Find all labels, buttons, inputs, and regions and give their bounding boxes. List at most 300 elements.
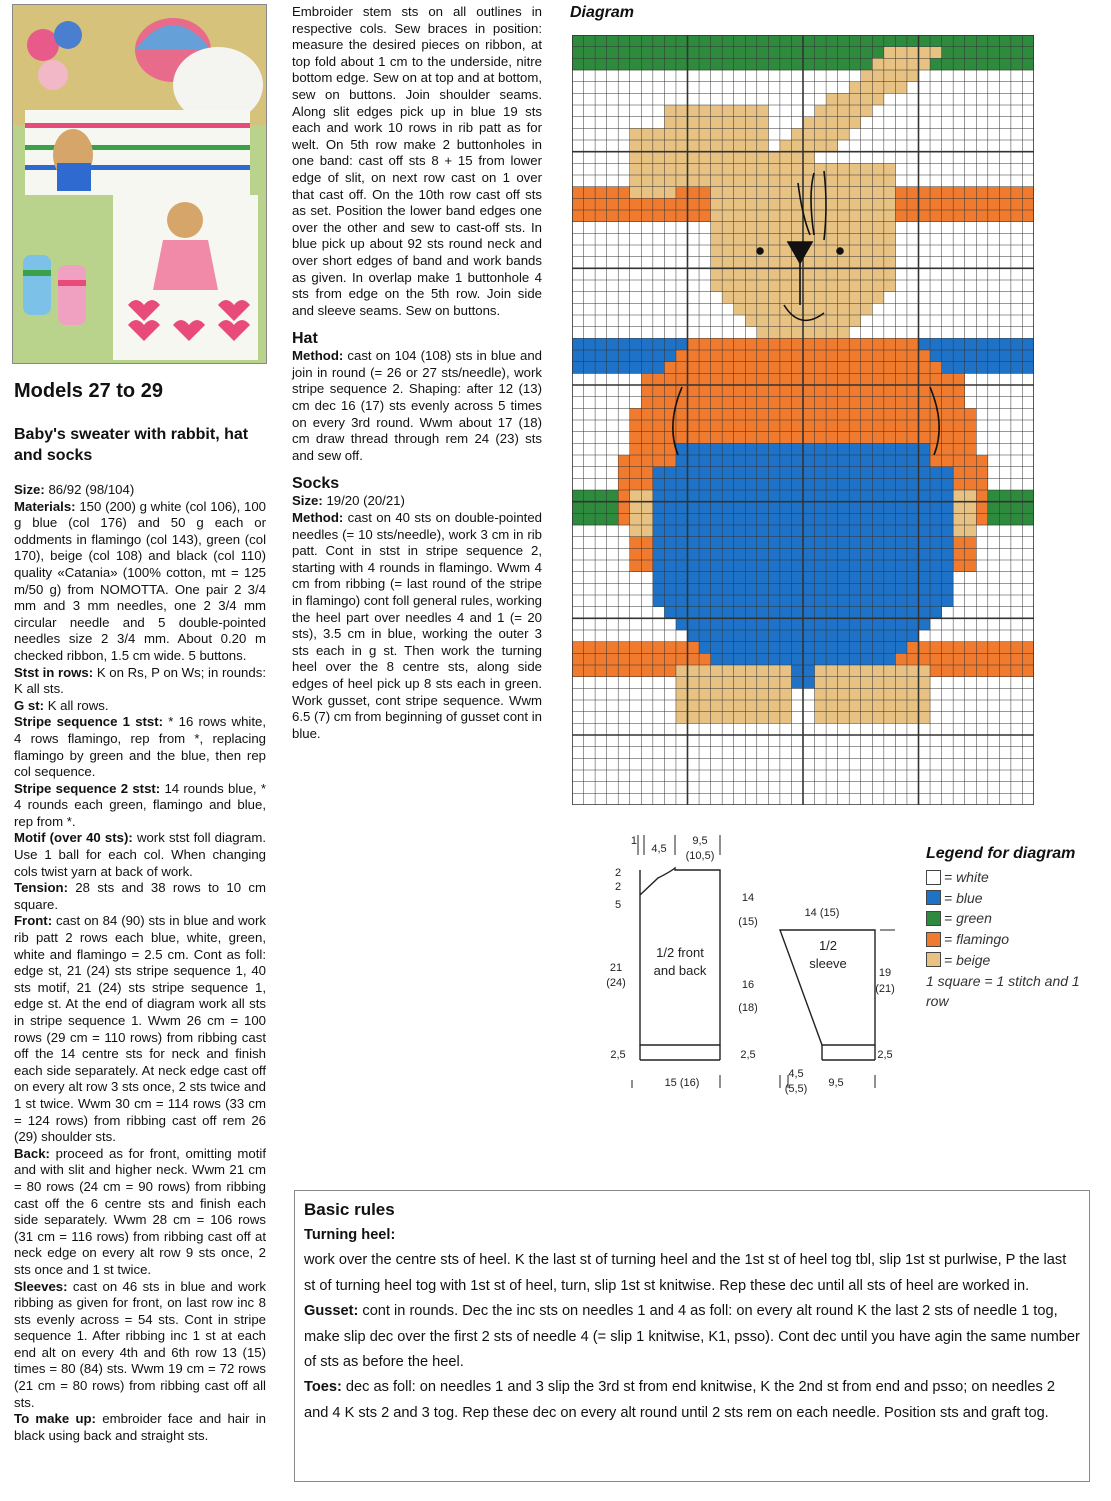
chart-cell [861, 362, 873, 374]
chart-cell [607, 350, 619, 362]
chart-cell [791, 455, 803, 467]
chart-cell [895, 210, 907, 222]
chart-cell [861, 560, 873, 572]
chart-cell [699, 152, 711, 164]
chart-cell [768, 210, 780, 222]
chart-cell [826, 58, 838, 70]
chart-cell [618, 338, 630, 350]
para-stripe-2: Stripe sequence 2 stst: 14 rounds blue, * 4 rounds each green, flamingo and blue, rep from *. [14, 780, 266, 829]
chart-cell [907, 653, 919, 665]
chart-cell [572, 490, 584, 502]
chart-cell [791, 303, 803, 315]
chart-cell [676, 432, 688, 444]
chart-cell [780, 362, 792, 374]
chart-cell [861, 490, 873, 502]
chart-cell [745, 572, 757, 584]
chart-cell [618, 187, 630, 199]
chart-cell [676, 455, 688, 467]
chart-cell [884, 222, 896, 234]
chart-cell [930, 373, 942, 385]
chart-cell [722, 397, 734, 409]
chart-cell [791, 292, 803, 304]
chart-cell [688, 350, 700, 362]
chart-cell [722, 128, 734, 140]
dim-right-18: (18) [738, 1002, 758, 1014]
chart-cell [849, 478, 861, 490]
chart-cell [826, 327, 838, 339]
chart-cell [676, 187, 688, 199]
chart-cell [745, 292, 757, 304]
chart-cell [688, 513, 700, 525]
chart-cell [815, 105, 827, 117]
page-subtitle: Baby's sweater with rabbit, hat and socks [14, 426, 249, 464]
chart-cell [895, 187, 907, 199]
chart-cell [907, 583, 919, 595]
chart-cell [653, 420, 665, 432]
chart-cell [757, 362, 769, 374]
chart-cell [942, 513, 954, 525]
chart-cell [884, 665, 896, 677]
chart-cell [953, 210, 965, 222]
chart-cell [572, 187, 584, 199]
chart-cell [734, 607, 746, 619]
chart-cell [664, 467, 676, 479]
chart-cell [930, 47, 942, 59]
chart-cell [780, 268, 792, 280]
chart-cell [711, 467, 723, 479]
chart-cell [872, 93, 884, 105]
chart-cell [630, 432, 642, 444]
chart-cell [895, 478, 907, 490]
chart-cell [734, 467, 746, 479]
chart-cell [711, 280, 723, 292]
chart-cell [965, 653, 977, 665]
chart-cell [826, 175, 838, 187]
chart-cell [780, 47, 792, 59]
chart-cell [757, 315, 769, 327]
chart-cell [942, 595, 954, 607]
chart-cell [872, 443, 884, 455]
chart-cell [861, 163, 873, 175]
chart-cell [595, 502, 607, 514]
chart-cell [861, 222, 873, 234]
chart-cell [653, 128, 665, 140]
chart-cell [803, 607, 815, 619]
chart-cell [895, 397, 907, 409]
chart-cell [988, 35, 1000, 47]
chart-cell [745, 490, 757, 502]
chart-cell [838, 128, 850, 140]
chart-cell [688, 677, 700, 689]
chart-cell [722, 245, 734, 257]
chart-cell [907, 677, 919, 689]
chart-cell [630, 350, 642, 362]
chart-cell [919, 47, 931, 59]
chart-cell [965, 502, 977, 514]
chart-cell [780, 630, 792, 642]
chart-cell [999, 513, 1011, 525]
chart-cell [791, 618, 803, 630]
chart-cell [734, 175, 746, 187]
legend-swatch [926, 932, 941, 947]
chart-cell [1022, 642, 1034, 654]
chart-cell [838, 653, 850, 665]
chart-cell [595, 58, 607, 70]
chart-cell [803, 47, 815, 59]
chart-cell [780, 443, 792, 455]
chart-cell [942, 397, 954, 409]
chart-cell [965, 408, 977, 420]
chart-cell [630, 338, 642, 350]
chart-cell [965, 187, 977, 199]
chart-cell [838, 350, 850, 362]
chart-cell [630, 525, 642, 537]
chart-cell [988, 653, 1000, 665]
chart-cell [734, 303, 746, 315]
chart-cell [872, 595, 884, 607]
chart-cell [791, 128, 803, 140]
chart-cell [595, 513, 607, 525]
chart-cell [641, 47, 653, 59]
chart-cell [930, 607, 942, 619]
chart-cell [826, 502, 838, 514]
chart-cell [630, 210, 642, 222]
chart-cell [919, 525, 931, 537]
chart-cell [838, 163, 850, 175]
chart-cell [607, 210, 619, 222]
chart-cell [942, 572, 954, 584]
chart-cell [676, 420, 688, 432]
chart-cell [826, 665, 838, 677]
schematic-labels [606, 835, 895, 1095]
chart-cell [791, 373, 803, 385]
chart-cell [803, 677, 815, 689]
chart-cell [803, 140, 815, 152]
chart-cell [699, 642, 711, 654]
chart-cell [826, 128, 838, 140]
chart-cell [861, 47, 873, 59]
chart-cell [872, 210, 884, 222]
chart-cell [942, 467, 954, 479]
chart-cell [757, 152, 769, 164]
chart-cell [780, 292, 792, 304]
chart-cell [630, 140, 642, 152]
chart-cell [664, 653, 676, 665]
chart-cell [722, 607, 734, 619]
chart-cell [734, 338, 746, 350]
chart-cell [988, 47, 1000, 59]
chart-cell [688, 525, 700, 537]
chart-cell [630, 548, 642, 560]
chart-cell [976, 665, 988, 677]
chart-cell [884, 677, 896, 689]
chart-cell [791, 268, 803, 280]
chart-cell [815, 548, 827, 560]
chart-cell [895, 572, 907, 584]
chart-cell [872, 233, 884, 245]
chart-cell [607, 502, 619, 514]
chart-cell [999, 210, 1011, 222]
chart-cell [826, 560, 838, 572]
chart-cell [584, 198, 596, 210]
dim-left-25: 2,5 [610, 1049, 626, 1061]
chart-cell [884, 268, 896, 280]
chart-cell [838, 502, 850, 514]
chart-cell [930, 467, 942, 479]
chart-cell [641, 455, 653, 467]
chart-cell [745, 478, 757, 490]
chart-cell [1022, 338, 1034, 350]
chart-cell [722, 373, 734, 385]
chart-cell [676, 35, 688, 47]
chart-cell [757, 222, 769, 234]
chart-cell [745, 688, 757, 700]
chart-cell [745, 140, 757, 152]
chart-cell [872, 420, 884, 432]
chart-cell [791, 513, 803, 525]
chart-cell [699, 630, 711, 642]
chart-cell [861, 408, 873, 420]
chart-cell [653, 502, 665, 514]
chart-cell [849, 350, 861, 362]
chart-cell [768, 642, 780, 654]
chart-cell [745, 268, 757, 280]
chart-cell [884, 408, 896, 420]
chart-cell [803, 490, 815, 502]
chart-cell [838, 338, 850, 350]
chart-cell [872, 653, 884, 665]
chart-cell [699, 677, 711, 689]
chart-cell [572, 58, 584, 70]
chart-cell [838, 677, 850, 689]
chart-cell [757, 233, 769, 245]
chart-cell [699, 198, 711, 210]
chart-cell [872, 58, 884, 70]
chart-cell [849, 245, 861, 257]
chart-cell [745, 525, 757, 537]
chart-cell [872, 467, 884, 479]
chart-cell [872, 70, 884, 82]
chart-cell [676, 210, 688, 222]
chart-cell [849, 198, 861, 210]
chart-cell [849, 572, 861, 584]
chart-cell [815, 117, 827, 129]
chart-cell [953, 47, 965, 59]
chart-cell [849, 105, 861, 117]
chart-cell [688, 478, 700, 490]
chart-cell [942, 478, 954, 490]
chart-cell [942, 350, 954, 362]
chart-cell [919, 583, 931, 595]
chart-cell [919, 688, 931, 700]
chart-cell [722, 478, 734, 490]
chart-cell [965, 443, 977, 455]
chart-cell [768, 572, 780, 584]
chart-cell [849, 525, 861, 537]
chart-cell [988, 187, 1000, 199]
chart-cell [757, 607, 769, 619]
chart-cell [641, 642, 653, 654]
chart-cell [734, 455, 746, 467]
chart-cell [953, 467, 965, 479]
chart-cell [907, 70, 919, 82]
chart-cell [630, 47, 642, 59]
knitting-chart [572, 35, 1034, 805]
chart-grid [572, 35, 1034, 805]
chart-cell [780, 502, 792, 514]
chart-cell [734, 362, 746, 374]
chart-cell [815, 373, 827, 385]
chart-cell [768, 327, 780, 339]
chart-cell [1011, 362, 1023, 374]
chart-cell [803, 572, 815, 584]
chart-cell [803, 653, 815, 665]
chart-cell [838, 455, 850, 467]
chart-cell [791, 47, 803, 59]
chart-cell [607, 665, 619, 677]
chart-cell [699, 455, 711, 467]
chart-cell [630, 560, 642, 572]
chart-cell [826, 210, 838, 222]
chart-cell [699, 210, 711, 222]
rules-gusset: Gusset: cont in rounds. Dec the inc sts on needles 1 and 4 as foll: on every alt round K the last 2 sts of needle 1 tog, make slip dec over the first 2 sts of needle 4 (= slip 1 knitwise, K1, psso). Cont dec until you have agin the same number of sts as before the heel. [304, 1303, 1080, 1371]
chart-cell [953, 525, 965, 537]
para-back: Back: proceed as for front, omitting motif and with slit and higher neck. Wwm 21 cm = 80 rows (24 cm = 90 rows) from ribbing cast off the 6 centre sts and finish each side separately. Wwm 28 cm = 106 rows (31 cm = 116 rows) from ribbing cast off at neck edge on every alt row 9 sts once, 2 sts once and 1 st twice. [14, 1145, 266, 1277]
chart-cell [757, 58, 769, 70]
chart-cell [711, 548, 723, 560]
chart-cell [826, 478, 838, 490]
chart-cell [826, 642, 838, 654]
para-make-up: To make up: embroider face and hair in black using back and straight sts. [14, 1411, 266, 1443]
chart-cell [826, 268, 838, 280]
basic-rules-box [294, 1190, 1090, 1482]
chart-cell [826, 35, 838, 47]
chart-cell [1011, 198, 1023, 210]
chart-cell [711, 537, 723, 549]
chart-cell [791, 607, 803, 619]
chart-cell [849, 490, 861, 502]
chart-cell [572, 513, 584, 525]
chart-cell [745, 548, 757, 560]
chart-cell [711, 478, 723, 490]
chart-cell [653, 572, 665, 584]
chart-cell [584, 350, 596, 362]
chart-cell [780, 525, 792, 537]
chart-cell [745, 117, 757, 129]
chart-cell [907, 385, 919, 397]
chart-cell [630, 490, 642, 502]
chart-cell [965, 35, 977, 47]
chart-cell [780, 198, 792, 210]
chart-cell [907, 513, 919, 525]
chart-cell [688, 642, 700, 654]
chart-cell [607, 362, 619, 374]
chart-cell [907, 595, 919, 607]
chart-cell [618, 490, 630, 502]
chart-cell [745, 362, 757, 374]
para-hat: Method: cast on 104 (108) sts in blue and join in round (= 26 or 27 sts/needle), work stripe sequence 2. Shaping: after 12 (13) cm dec 16 (17) sts evenly across 5 times on every 3rd round. Wwm about 17 (18) cm draw thread through rem 24 (23) sts and sew off. [292, 348, 542, 463]
chart-cell [803, 642, 815, 654]
sleeve-label-2: sleeve [809, 956, 847, 971]
chart-cell [664, 548, 676, 560]
chart-cell [768, 338, 780, 350]
chart-cell [688, 595, 700, 607]
chart-cell [884, 502, 896, 514]
chart-cell [895, 700, 907, 712]
chart-cell [838, 175, 850, 187]
chart-cell [803, 198, 815, 210]
chart-cell [676, 490, 688, 502]
chart-cell [884, 548, 896, 560]
chart-cell [815, 362, 827, 374]
chart-cell [849, 117, 861, 129]
chart-cell [872, 362, 884, 374]
chart-cell [907, 338, 919, 350]
chart-cell [653, 467, 665, 479]
chart-cell [907, 502, 919, 514]
chart-cell [976, 210, 988, 222]
dim-right-15: (15) [738, 916, 758, 928]
chart-cell [942, 455, 954, 467]
chart-cell [745, 338, 757, 350]
chart-cell [711, 525, 723, 537]
chart-cell [641, 513, 653, 525]
chart-cell [884, 70, 896, 82]
chart-cell [919, 385, 931, 397]
chart-cell [780, 583, 792, 595]
chart-cell [803, 432, 815, 444]
chart-cell [699, 653, 711, 665]
chart-cell [745, 677, 757, 689]
chart-cell [711, 607, 723, 619]
chart-cell [745, 35, 757, 47]
chart-cell [688, 420, 700, 432]
chart-cell [803, 338, 815, 350]
chart-cell [826, 222, 838, 234]
chart-cell [676, 152, 688, 164]
chart-cell [595, 210, 607, 222]
chart-cell [815, 257, 827, 269]
legend-item-white: = white [926, 867, 1106, 888]
dim-top-small: 1 [630, 835, 637, 847]
chart-cell [838, 35, 850, 47]
chart-cell [711, 432, 723, 444]
chart-cell [872, 198, 884, 210]
chart-cell [780, 595, 792, 607]
legend-item-blue: = blue [926, 888, 1106, 909]
chart-cell [572, 665, 584, 677]
chart-cell [722, 350, 734, 362]
chart-cell [572, 210, 584, 222]
chart-cell [664, 350, 676, 362]
chart-cell [734, 712, 746, 724]
chart-cell [826, 385, 838, 397]
chart-cell [791, 502, 803, 514]
chart-cell [1022, 47, 1034, 59]
chart-cell [768, 502, 780, 514]
chart-cell [768, 163, 780, 175]
chart-cell [688, 397, 700, 409]
chart-cell [653, 560, 665, 572]
chart-cell [688, 152, 700, 164]
chart-cell [757, 712, 769, 724]
chart-cell [861, 233, 873, 245]
chart-cell [780, 712, 792, 724]
chart-cell [838, 583, 850, 595]
chart-cell [607, 47, 619, 59]
chart-cell [919, 677, 931, 689]
chart-cell [757, 210, 769, 222]
